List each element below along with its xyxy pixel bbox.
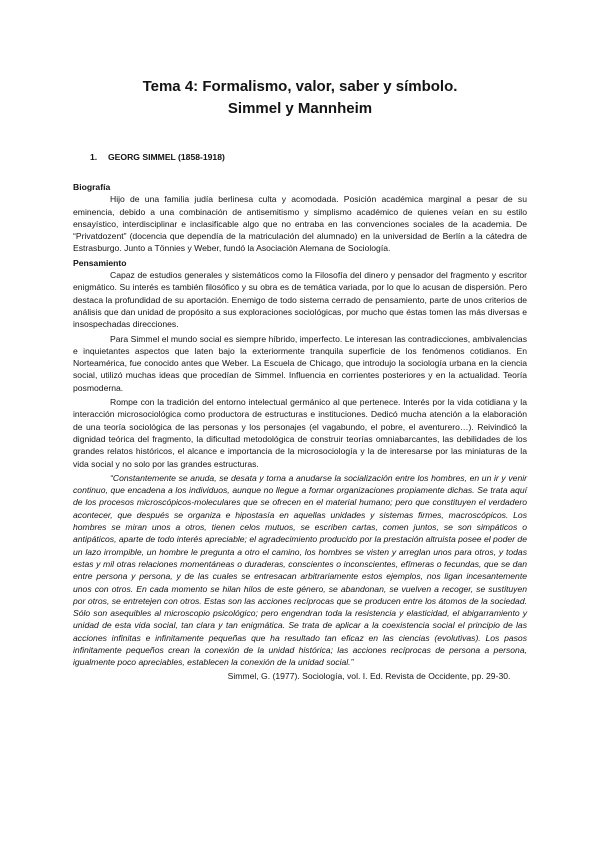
- page-title: [0, 76, 600, 120]
- pensamiento-heading: Pensamiento: [73, 257, 127, 268]
- biografia-paragraph: Hijo de una familia judía berlinesa culta y acomodada. Posición académica marginal a pesar de su eminencia, debido a una combinación de antisemitismo y simplismo académico de quienes veían en su estilo ensayístico, interdisciplinar e inclasificable algo que no entraba en las convenciones sociales de la academia. De “Privatdozent” (docencia que dependía de la matriculación del alumnado) en la universidad de Berlín a la cátedra de Estrasburgo. Junto a Tönnies y Weber, fundó la Asociación Alemana de Sociología.: [73, 194, 527, 254]
- pensamiento-paragraph-1: Capaz de estudios generales y sistemáticos como la Filosofía del dinero y pensador del fragmento y escritor enigmático. Su interés es también filosófico y su obra es de temática variada, por lo que lo acusan de dispersión. Pero destaca la profundidad de su aportación. Enemigo de todo sistema cerrado de pensamiento, parte de unos criterios de análisis que dan unidad de propósito a sus exploraciones sociológicas, por mucho que éstas tomen las más diversas e insospechadas direcciones.: [73, 270, 527, 330]
- title-line-1: Tema 4: Formalismo, valor, saber y símbolo.: [142, 78, 458, 95]
- title-line-2: Simmel y Mannheim: [227, 100, 373, 117]
- simmel-quote: “Constantemente se anuda, se desata y torna a anudarse la socialización entre los hombres, en un ir y venir continuo, que encadena a los individuos, aunque no llegue a formar organizaciones propiamente dichas. Se trata aquí de los procesos microscópicos-moleculares que se ofrecen en el material humano; pero que constituyen el verdadero acontecer, que después se organiza e hipostasía en aquellas unidades y sistemas firmes, macroscópicos. Los hombres se miran unos a otros, tienen celos mutuos, se escriben cartas, comen juntos, se son simpáticos o antipáticos, aparte de todo interés apreciable; el agradecimiento producido por la prestación altruista posee el poder de un lazo irrompible, un hombre le pregunta a otro el camino, los hombres se visten y arreglan unos para otros, y todas estas y mil otras relaciones momentáneas o duraderas, conscientes o inconscientes, efímeras o fecundas, que se dan entre persona y persona, y de las cuales se entresacan arbitrariamente estos ejemplos, nos ligan incesantemente unos con otros. En cada momento se hilan hilos de este género, se abandonan, se vuelven a recoger, se sustituyen por otros, se entretejen con otros. Estas son las acciones recíprocas que se producen entre los átomos de la sociedad. Sólo son asequibles al microscopio psicológico; pero engendran toda la resistencia y elasticidad, el abigarramiento y unidad de esta vida social, tan clara y tan enigmática. Se trata de aplicar a la coexistencia social el principio de las acciones infinitas e infinitamente pequeñas que ha resultado tan eficaz en las ciencias (evolutivas). Los pasos infinitamente pequeños crean la conexión de la unidad histórica; las acciones recíprocas de persona a persona, igualmente poco apreciables, establecen la conexión de la unidad social.”: [73, 472, 527, 668]
- section-heading: [90, 152, 225, 162]
- section-number: 1.: [90, 152, 98, 162]
- pensamiento-paragraph-3: Rompe con la tradición del entorno intelectual germánico al que pertenece. Interés por la vida cotidiana y la interacción microsociológica como productora de estructuras e instituciones. Dedicó mucha atención a la elaboración de una teoría sociológica de las personas y los personajes (el vagabundo, el pobre, el aventurero…). Reivindicó la dignidad teórica del fragmento, la dificultad metodológica de construir teorías omniabarcantes, las debilidades de los grandes relatos históricos, el alcance e importancia de la microsociología y la de interesarse por las miniaturas de la vida social y no solo por las grandes estructuras.: [73, 397, 527, 469]
- body-text: [73, 181, 527, 682]
- section-title: GEORG SIMMEL (1858-1918): [108, 152, 225, 162]
- pensamiento-paragraph-2: Para Simmel el mundo social es siempre híbrido, imperfecto. Le interesan las contradicciones, ambivalencias e inquietantes aspectos que laten bajo la exteriormente tranquila superficie de los fenómenos cotidianos. En Norteamérica, fue conocido antes que Weber. La Escuela de Chicago, que introdujo la sociología urbana en la ciencia social, utilizó muchas ideas que procedían de Simmel. Influencia en corrientes posteriores y en la actualidad. Teoría posmoderna.: [73, 333, 527, 393]
- quote-citation: Simmel, G. (1977). Sociología, vol. I. Ed. Revista de Occidente, pp. 29-30.: [227, 670, 511, 681]
- biografia-heading: Biografía: [73, 182, 111, 192]
